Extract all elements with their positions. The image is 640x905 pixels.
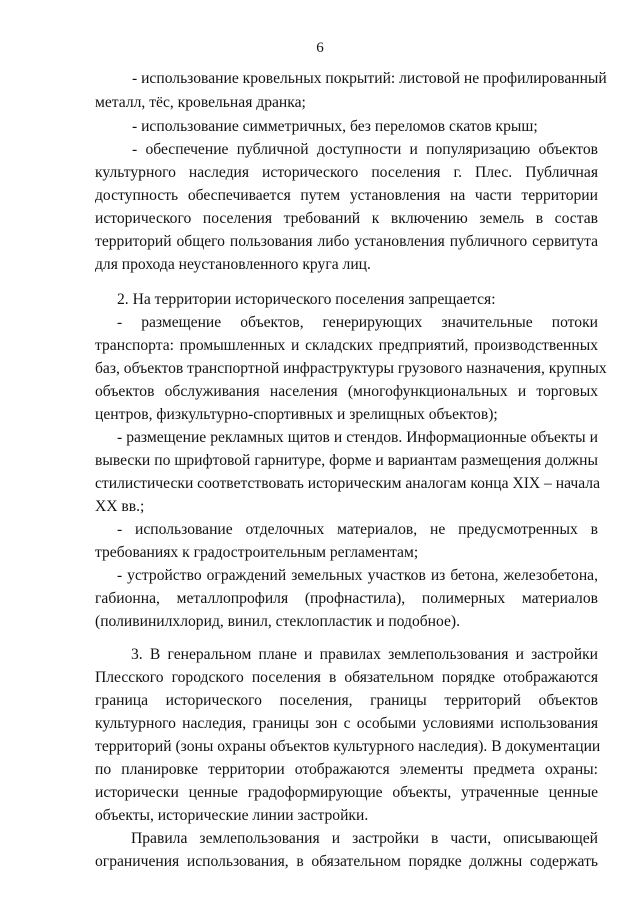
text-line: исторического поселения требований к включению земель в состав <box>95 210 598 227</box>
text-line: 3. В генеральном плане и правилах землепользования и застройки <box>131 646 598 663</box>
page-number: 6 <box>316 40 324 56</box>
text-line: граница исторического поселения, границы территорий объектов <box>95 692 598 709</box>
text-line: - размещение рекламных щитов и стендов. Информационные объекты и <box>117 429 598 446</box>
section-heading: 2. На территории исторического поселения запрещается: <box>117 291 496 308</box>
text-line: - размещение объектов, генерирующих значительные потоки <box>117 314 598 331</box>
text-line: баз, объектов транспортной инфраструктуры грузового назначения, крупных <box>95 360 607 377</box>
text-line: транспорта: промышленных и складских предприятий, производственных <box>95 337 598 354</box>
text-line: - обеспечение публичной доступности и популяризацию объектов <box>132 141 598 158</box>
text-line: доступность обеспечивается путем установления на части территории <box>95 187 598 204</box>
text-line: культурного наследия исторического поселения г. Плес. Публичная <box>95 164 598 181</box>
text-line: Плесского городского поселения в обязательном порядке отображаются <box>95 669 598 686</box>
text-line: - использование симметричных, без переломов скатов крыш; <box>132 118 538 135</box>
text-line: - использование кровельных покрытий: листовой не профилированный <box>132 70 607 87</box>
text-line: исторически ценные градоформирующие объекты, утраченные ценные <box>95 784 598 801</box>
text-line: - использование отделочных материалов, не предусмотренных в <box>117 521 598 538</box>
text-line: объекты, исторические линии застройки. <box>95 807 369 824</box>
text-line: стилистически соответствовать историческим аналогам конца XIX – начала <box>95 475 600 492</box>
text-line: XX вв.; <box>95 498 145 515</box>
text-line: по планировке территории отображаются элементы предмета охраны: <box>95 761 598 778</box>
text-line: для прохода неустановленного круга лиц. <box>95 256 371 273</box>
text-line: культурного наследия, границы зон с особыми условиями использования <box>95 715 598 732</box>
text-line: ограничения использования, в обязательном порядке должны содержать <box>95 853 598 870</box>
text-line: (поливинилхлорид, винил, стеклопластик и подобное). <box>95 613 461 630</box>
text-line: центров, физкультурно-спортивных и зрелищных объектов); <box>95 406 498 423</box>
text-line: требованиях к градостроительным регламентам; <box>95 544 419 561</box>
text-line: территорий (зоны охраны объектов культурного наследия). В документации <box>95 738 601 755</box>
text-line: габионна, металлопрофиля (профнастила), полимерных материалов <box>95 590 598 607</box>
text-line: - устройство ограждений земельных участков из бетона, железобетона, <box>117 567 598 584</box>
text-line: Правила землепользования и застройки в части, описывающей <box>131 830 598 847</box>
text-line: металл, тёс, кровельная дранка; <box>95 94 306 111</box>
text-line: объектов обслуживания населения (многофункциональных и торговых <box>95 383 598 400</box>
text-line: вывески по шрифтовой гарнитуре, форме и вариантам размещения должны <box>95 452 598 469</box>
text-line: территорий общего пользования либо установления публичного сервитута <box>95 233 598 250</box>
